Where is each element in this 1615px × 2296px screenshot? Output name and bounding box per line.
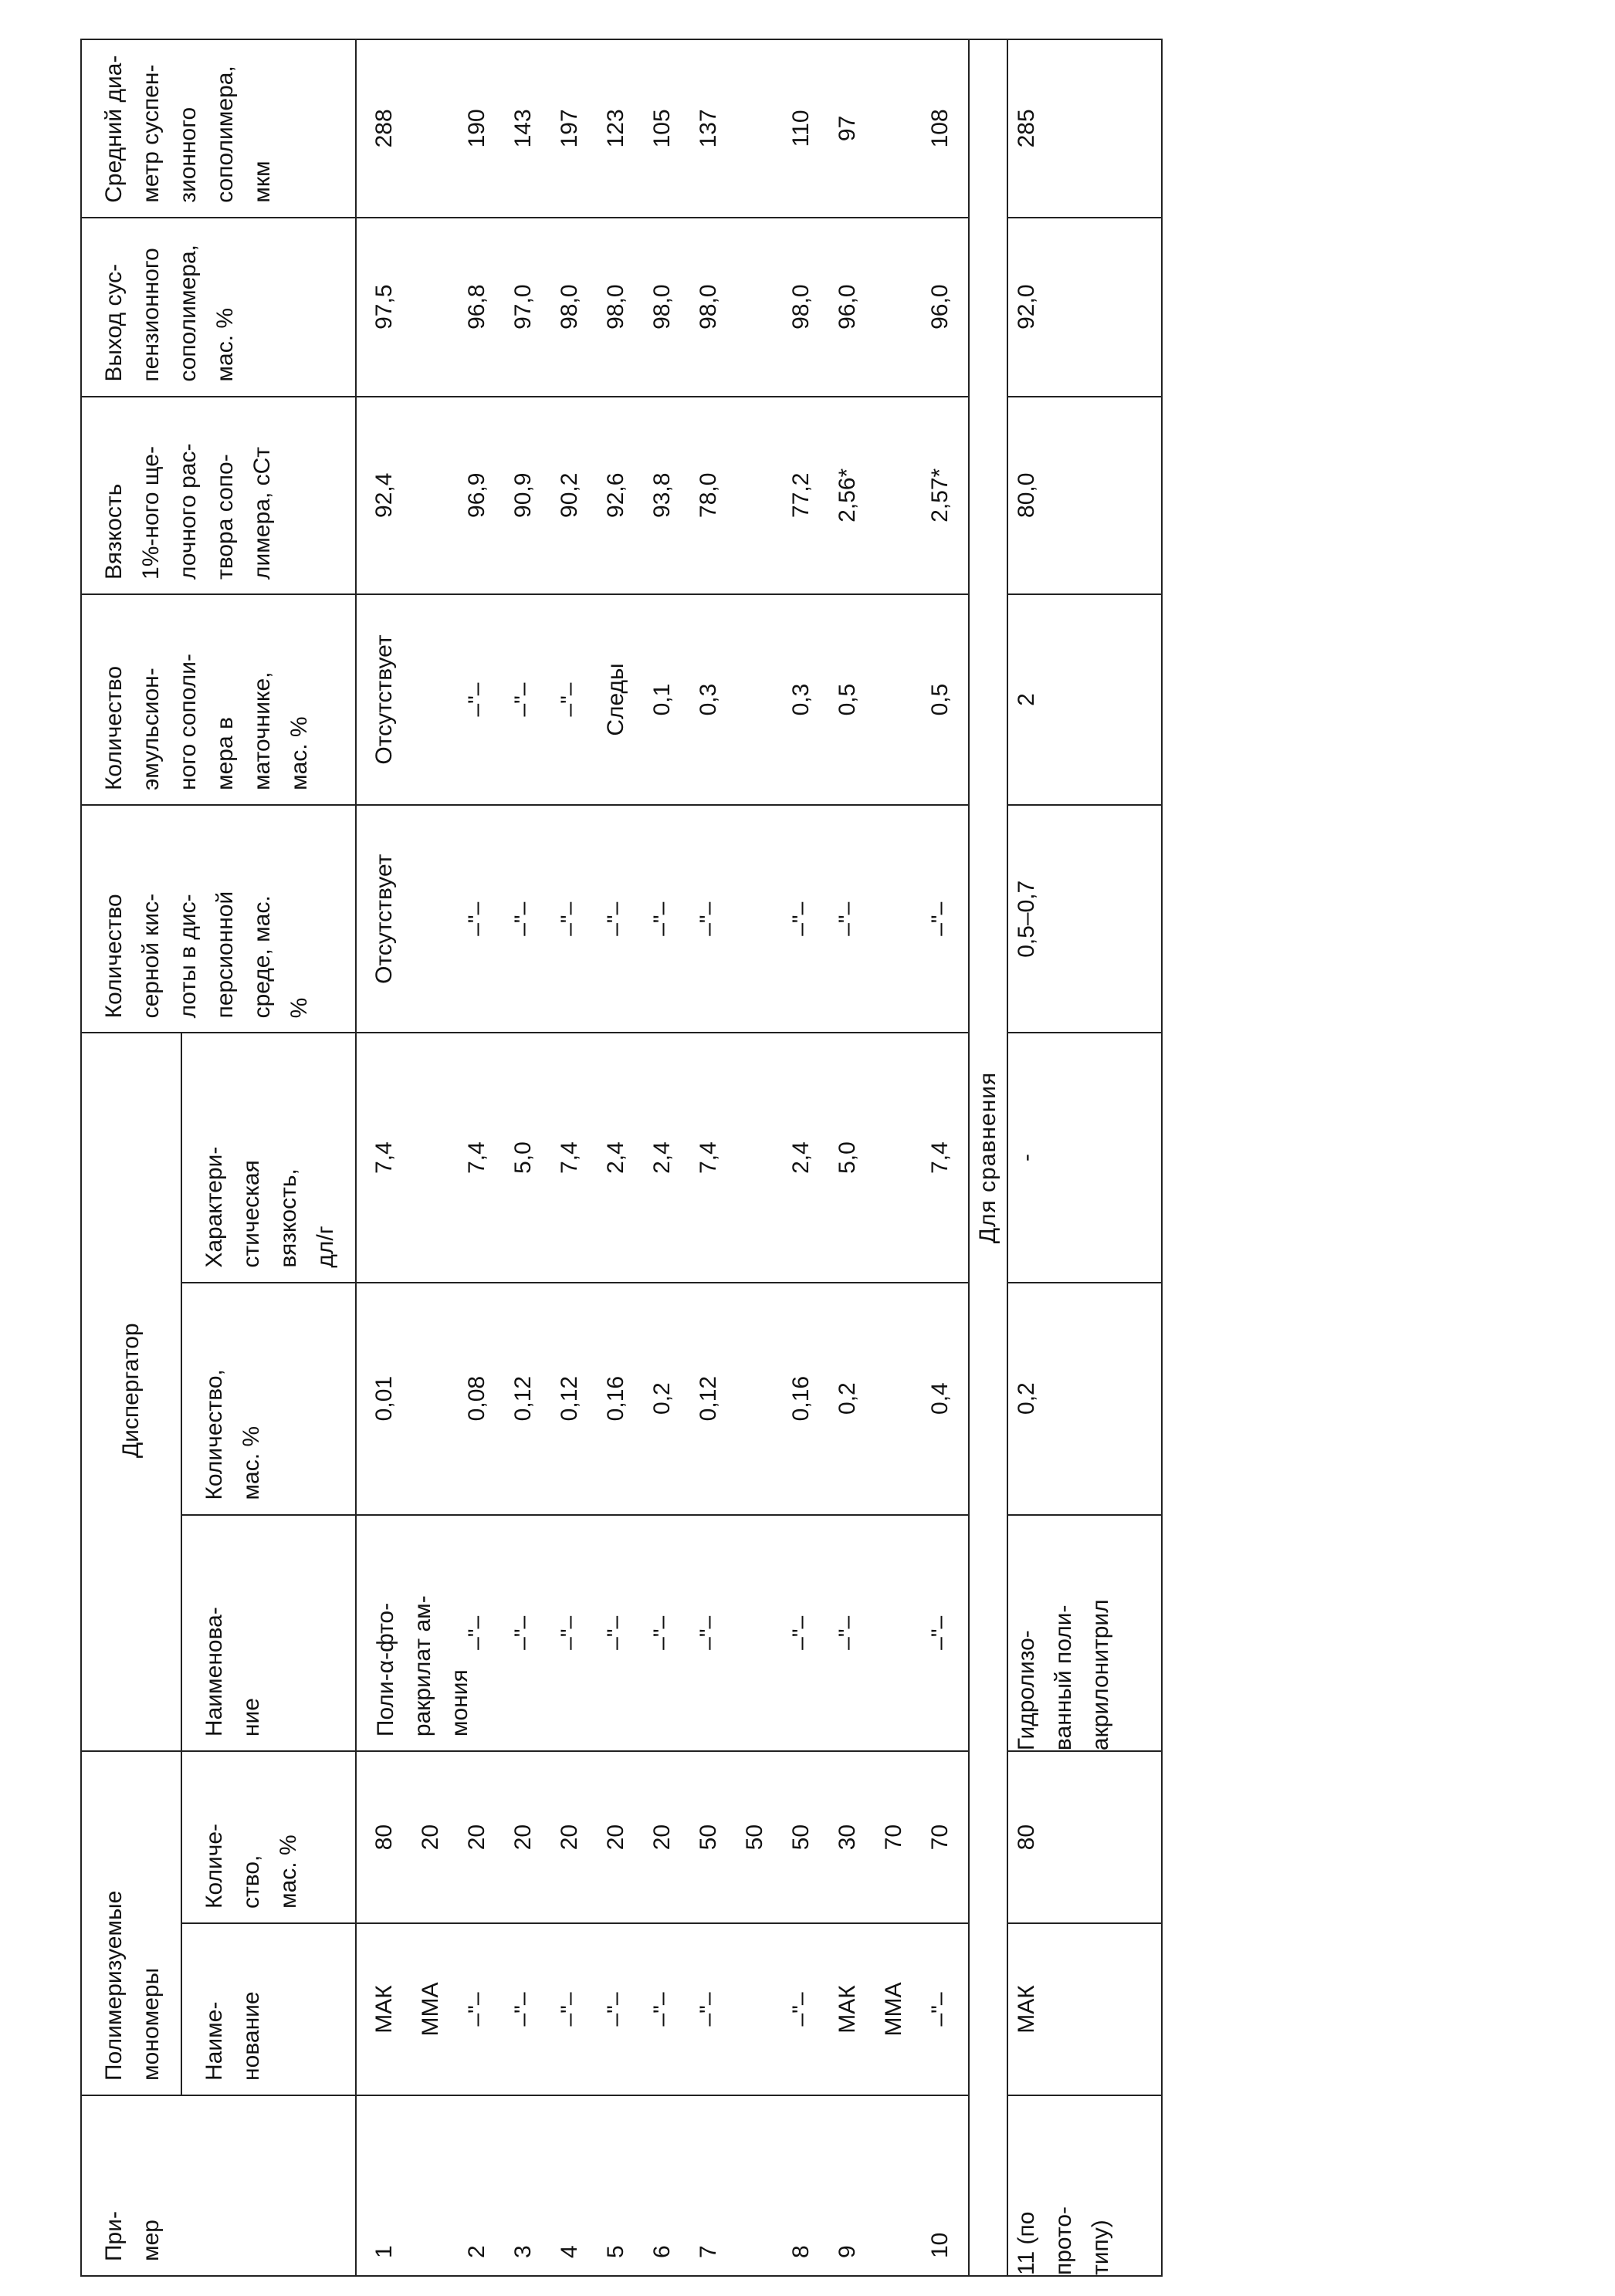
- table-cell: [871, 46, 917, 211]
- table-cell: [408, 225, 454, 390]
- table-cell: 96,9: [454, 404, 500, 587]
- table-cell: 197: [547, 46, 593, 211]
- table-cell: –"–: [454, 812, 500, 1026]
- table-cell: –"–: [547, 1522, 593, 1745]
- table-cell: ММА: [871, 1930, 917, 2088]
- table-cell: 0,2: [824, 1290, 871, 1508]
- table-cell: –"–: [778, 1522, 824, 1745]
- table-cell: –"–: [593, 1930, 639, 2088]
- table-cell: МАК: [824, 1930, 871, 2088]
- table-cell: [732, 601, 778, 798]
- table-cell: [732, 46, 778, 211]
- table-cell: 190: [454, 46, 500, 211]
- table-cell: 7,4: [686, 1040, 732, 1275]
- table-cell: 5: [593, 2102, 639, 2258]
- table-cell: 7,4: [454, 1040, 500, 1275]
- table-cell: –"–: [778, 812, 824, 1026]
- table-cell: 98,0: [686, 225, 732, 390]
- table-cell: 10: [917, 2102, 963, 2258]
- table-cell: 110: [778, 46, 824, 211]
- table-cell: 0,01: [361, 1290, 408, 1508]
- table-cell: [732, 225, 778, 390]
- table-cell: [871, 404, 917, 587]
- disp-amount-list: [357, 1283, 968, 1514]
- cmp-sulfuric-acid: 0,5–0,7: [1007, 805, 1162, 1033]
- table-cell: 5,0: [500, 1040, 547, 1275]
- table-cell: 20: [500, 1758, 547, 1916]
- header-monomer-amount: Количе- ство, мас. %: [181, 1751, 356, 1923]
- table-cell: 20: [593, 1758, 639, 1916]
- table-cell: [408, 601, 454, 798]
- table-cell: 0,12: [686, 1290, 732, 1508]
- cmp-emulsion-copolymer: 2: [1007, 594, 1162, 805]
- table-cell: 30: [824, 1758, 871, 1916]
- cmp-monomer-name: МАК: [1007, 1923, 1162, 2095]
- table-cell: –"–: [454, 1522, 500, 1745]
- header-dispergator-group: Диспергатор: [81, 1033, 181, 1751]
- header-disp-viscosity: Характери- стическая вязкость, дл/г: [181, 1033, 356, 1282]
- col-solution-viscosity: [356, 397, 969, 594]
- table-cell: –"–: [917, 1522, 963, 1745]
- table-cell: 3: [500, 2102, 547, 2258]
- table-cell: 20: [408, 1758, 454, 1916]
- table-cell: 98,0: [778, 225, 824, 390]
- table-cell: 0,12: [500, 1290, 547, 1508]
- table-cell: [871, 2102, 917, 2258]
- table-cell: [408, 404, 454, 587]
- solution-viscosity-list: [357, 397, 968, 593]
- table-cell: [732, 1040, 778, 1275]
- rotated-table-page: [0, 15, 1615, 2284]
- table-cell: МАК: [361, 1930, 408, 2088]
- table-cell: Следы: [593, 601, 639, 798]
- table-cell: [408, 812, 454, 1026]
- table-cell: 0,4: [917, 1290, 963, 1508]
- table-cell: 70: [871, 1758, 917, 1916]
- table-cell: 90,2: [547, 404, 593, 587]
- yield-list: [357, 218, 968, 396]
- table-cell: 7,4: [917, 1040, 963, 1275]
- table-cell: –"–: [500, 601, 547, 798]
- table-cell: 50: [732, 1758, 778, 1916]
- table-cell: [732, 812, 778, 1026]
- cmp-diameter: 285: [1007, 39, 1162, 218]
- table-cell: 0,08: [454, 1290, 500, 1508]
- header-monomer-name: Наиме- нование: [181, 1923, 356, 2095]
- table-cell: 50: [686, 1758, 732, 1916]
- table-cell: 96,0: [917, 225, 963, 390]
- table-cell: [408, 2102, 454, 2258]
- table-cell: [408, 46, 454, 211]
- table-cell: 108: [917, 46, 963, 211]
- table-cell: –"–: [500, 1930, 547, 2088]
- table-cell: –"–: [454, 601, 500, 798]
- table-cell: –"–: [593, 1522, 639, 1745]
- col-monomer-name: [356, 1923, 969, 2095]
- table-cell: –"–: [824, 812, 871, 1026]
- table-cell: 123: [593, 46, 639, 211]
- table-cell: 90,9: [500, 404, 547, 587]
- header-sulfuric-acid: Количество серной кис- лоты в дис- персионной среде, мас. %: [81, 805, 356, 1033]
- table-cell: –"–: [778, 1930, 824, 2088]
- table-cell: [732, 2102, 778, 2258]
- table-cell: 0,5: [917, 601, 963, 798]
- table-cell: 20: [547, 1758, 593, 1916]
- cmp-disp-viscosity: -: [1007, 1033, 1162, 1282]
- table-cell: 4: [547, 2102, 593, 2258]
- table-cell: 6: [639, 2102, 686, 2258]
- table-cell: 98,0: [639, 225, 686, 390]
- header-disp-amount: Количество, мас. %: [181, 1283, 356, 1515]
- table-cell: 98,0: [593, 225, 639, 390]
- cmp-example: 11 (по прото- типу): [1007, 2095, 1162, 2276]
- table-cell: 92,4: [361, 404, 408, 587]
- table-cell: –"–: [639, 812, 686, 1026]
- sulfuric-acid-list: [357, 806, 968, 1032]
- table-cell: –"–: [917, 1930, 963, 2088]
- header-emulsion-copolymer: Количество эмульсион- ного сополи- мера в маточнике, мас. %: [81, 594, 356, 805]
- table-cell: 0,16: [593, 1290, 639, 1508]
- table-cell: 2,4: [639, 1040, 686, 1275]
- col-disp-name: [356, 1515, 969, 1752]
- col-yield: [356, 218, 969, 397]
- table-cell: 105: [639, 46, 686, 211]
- table-cell: 288: [361, 46, 408, 211]
- table-cell: 20: [639, 1758, 686, 1916]
- table-cell: –"–: [686, 1930, 732, 2088]
- table-cell: 20: [454, 1758, 500, 1916]
- table-cell: –"–: [639, 1522, 686, 1745]
- table-cell: 1: [361, 2102, 408, 2258]
- table-cell: 7,4: [361, 1040, 408, 1275]
- header-diameter: Средний диа- метр суспен- зионного сополимера, мкм: [81, 39, 356, 218]
- table-cell: 0,3: [778, 601, 824, 798]
- table-cell: 2,4: [593, 1040, 639, 1275]
- table-cell: 78,0: [686, 404, 732, 587]
- data-table: [80, 39, 1163, 2277]
- table-cell: –"–: [824, 1522, 871, 1745]
- diameter-list: [357, 40, 968, 217]
- table-cell: [732, 1290, 778, 1508]
- table-cell: 70: [917, 1758, 963, 1916]
- table-cell: –"–: [593, 812, 639, 1026]
- cmp-solution-viscosity: 80,0: [1007, 397, 1162, 594]
- table-cell: –"–: [686, 1522, 732, 1745]
- table-cell: 98,0: [547, 225, 593, 390]
- table-cell: Отсутствует: [361, 812, 408, 1026]
- col-diameter: [356, 39, 969, 218]
- table-cell: 9: [824, 2102, 871, 2258]
- table-cell: Отсутствует: [361, 601, 408, 798]
- col-monomer-amount: [356, 1751, 969, 1923]
- cmp-yield: 92,0: [1007, 218, 1162, 397]
- table-cell: 2,56*: [824, 404, 871, 587]
- table-cell: [871, 601, 917, 798]
- table-cell: 143: [500, 46, 547, 211]
- table-cell: [732, 1522, 778, 1745]
- table-cell: 50: [778, 1758, 824, 1916]
- col-disp-amount: [356, 1283, 969, 1515]
- table-cell: [871, 1522, 917, 1745]
- monomer-name-list: [357, 1924, 968, 2095]
- table-cell: –"–: [547, 812, 593, 1026]
- table-cell: –"–: [547, 601, 593, 798]
- header-yield: Выход сус- пензионного сополимера, мас. %: [81, 218, 356, 397]
- table-cell: [871, 225, 917, 390]
- header-disp-name: Наименова- ние: [181, 1515, 356, 1752]
- cmp-disp-amount: 0,2: [1007, 1283, 1162, 1515]
- table-cell: 0,5: [824, 601, 871, 798]
- table-cell: –"–: [639, 1930, 686, 2088]
- header-example: При- мер: [81, 2095, 356, 2276]
- table-cell: –"–: [917, 812, 963, 1026]
- example-list: [357, 2096, 968, 2275]
- table-cell: 93,8: [639, 404, 686, 587]
- cmp-monomer-amount: 80: [1007, 1751, 1162, 1923]
- table-cell: –"–: [500, 812, 547, 1026]
- table-cell: 8: [778, 2102, 824, 2258]
- table-cell: 0,1: [639, 601, 686, 798]
- table-cell: 0,2: [639, 1290, 686, 1508]
- col-emulsion-copolymer: [356, 594, 969, 805]
- col-example: [356, 2095, 969, 2276]
- table-cell: 97: [824, 46, 871, 211]
- table-cell: 77,2: [778, 404, 824, 587]
- emulsion-copolymer-list: [357, 595, 968, 804]
- table-cell: 0,12: [547, 1290, 593, 1508]
- table-cell: –"–: [454, 1930, 500, 2088]
- col-disp-viscosity: [356, 1033, 969, 1282]
- table-cell: 2,57*: [917, 404, 963, 587]
- header-solution-viscosity: Вязкость 1%-ного ще- лочного рас- твора сопо- лимера, сСт: [81, 397, 356, 594]
- table-cell: [408, 1290, 454, 1508]
- table-cell: –"–: [686, 812, 732, 1026]
- table-cell: 97,5: [361, 225, 408, 390]
- col-sulfuric-acid: [356, 805, 969, 1033]
- header-monomers-group: Полимеризуемые мономеры: [81, 1751, 181, 2095]
- cmp-disp-name: Гидролизо- ванный поли- акрилонитрил: [1007, 1515, 1162, 1752]
- table-cell: [871, 812, 917, 1026]
- table-cell: 137: [686, 46, 732, 211]
- table-cell: 96,0: [824, 225, 871, 390]
- table-cell: 0,16: [778, 1290, 824, 1508]
- table-cell: 7: [686, 2102, 732, 2258]
- monomer-amount-list: [357, 1752, 968, 1922]
- table-cell: 80: [361, 1758, 408, 1916]
- table-cell: [408, 1040, 454, 1275]
- table-cell: –"–: [547, 1930, 593, 2088]
- disp-name-first: Поли-α-фто- ракрилат ам- мония: [357, 1544, 486, 1750]
- table-cell: –"–: [500, 1522, 547, 1745]
- table-cell: 96,8: [454, 225, 500, 390]
- table-cell: [732, 1930, 778, 2088]
- disp-viscosity-list: [357, 1033, 968, 1281]
- table-cell: 92,6: [593, 404, 639, 587]
- table-cell: 2,4: [778, 1040, 824, 1275]
- table-cell: 5,0: [824, 1040, 871, 1275]
- table-cell: 97,0: [500, 225, 547, 390]
- comparison-band: Для сравнения: [969, 39, 1007, 2276]
- table-cell: [871, 1290, 917, 1508]
- table-cell: 2: [454, 2102, 500, 2258]
- table-cell: 7,4: [547, 1040, 593, 1275]
- table-cell: [732, 404, 778, 587]
- table-cell: 0,3: [686, 601, 732, 798]
- table-cell: ММА: [408, 1930, 454, 2088]
- table-cell: [871, 1040, 917, 1275]
